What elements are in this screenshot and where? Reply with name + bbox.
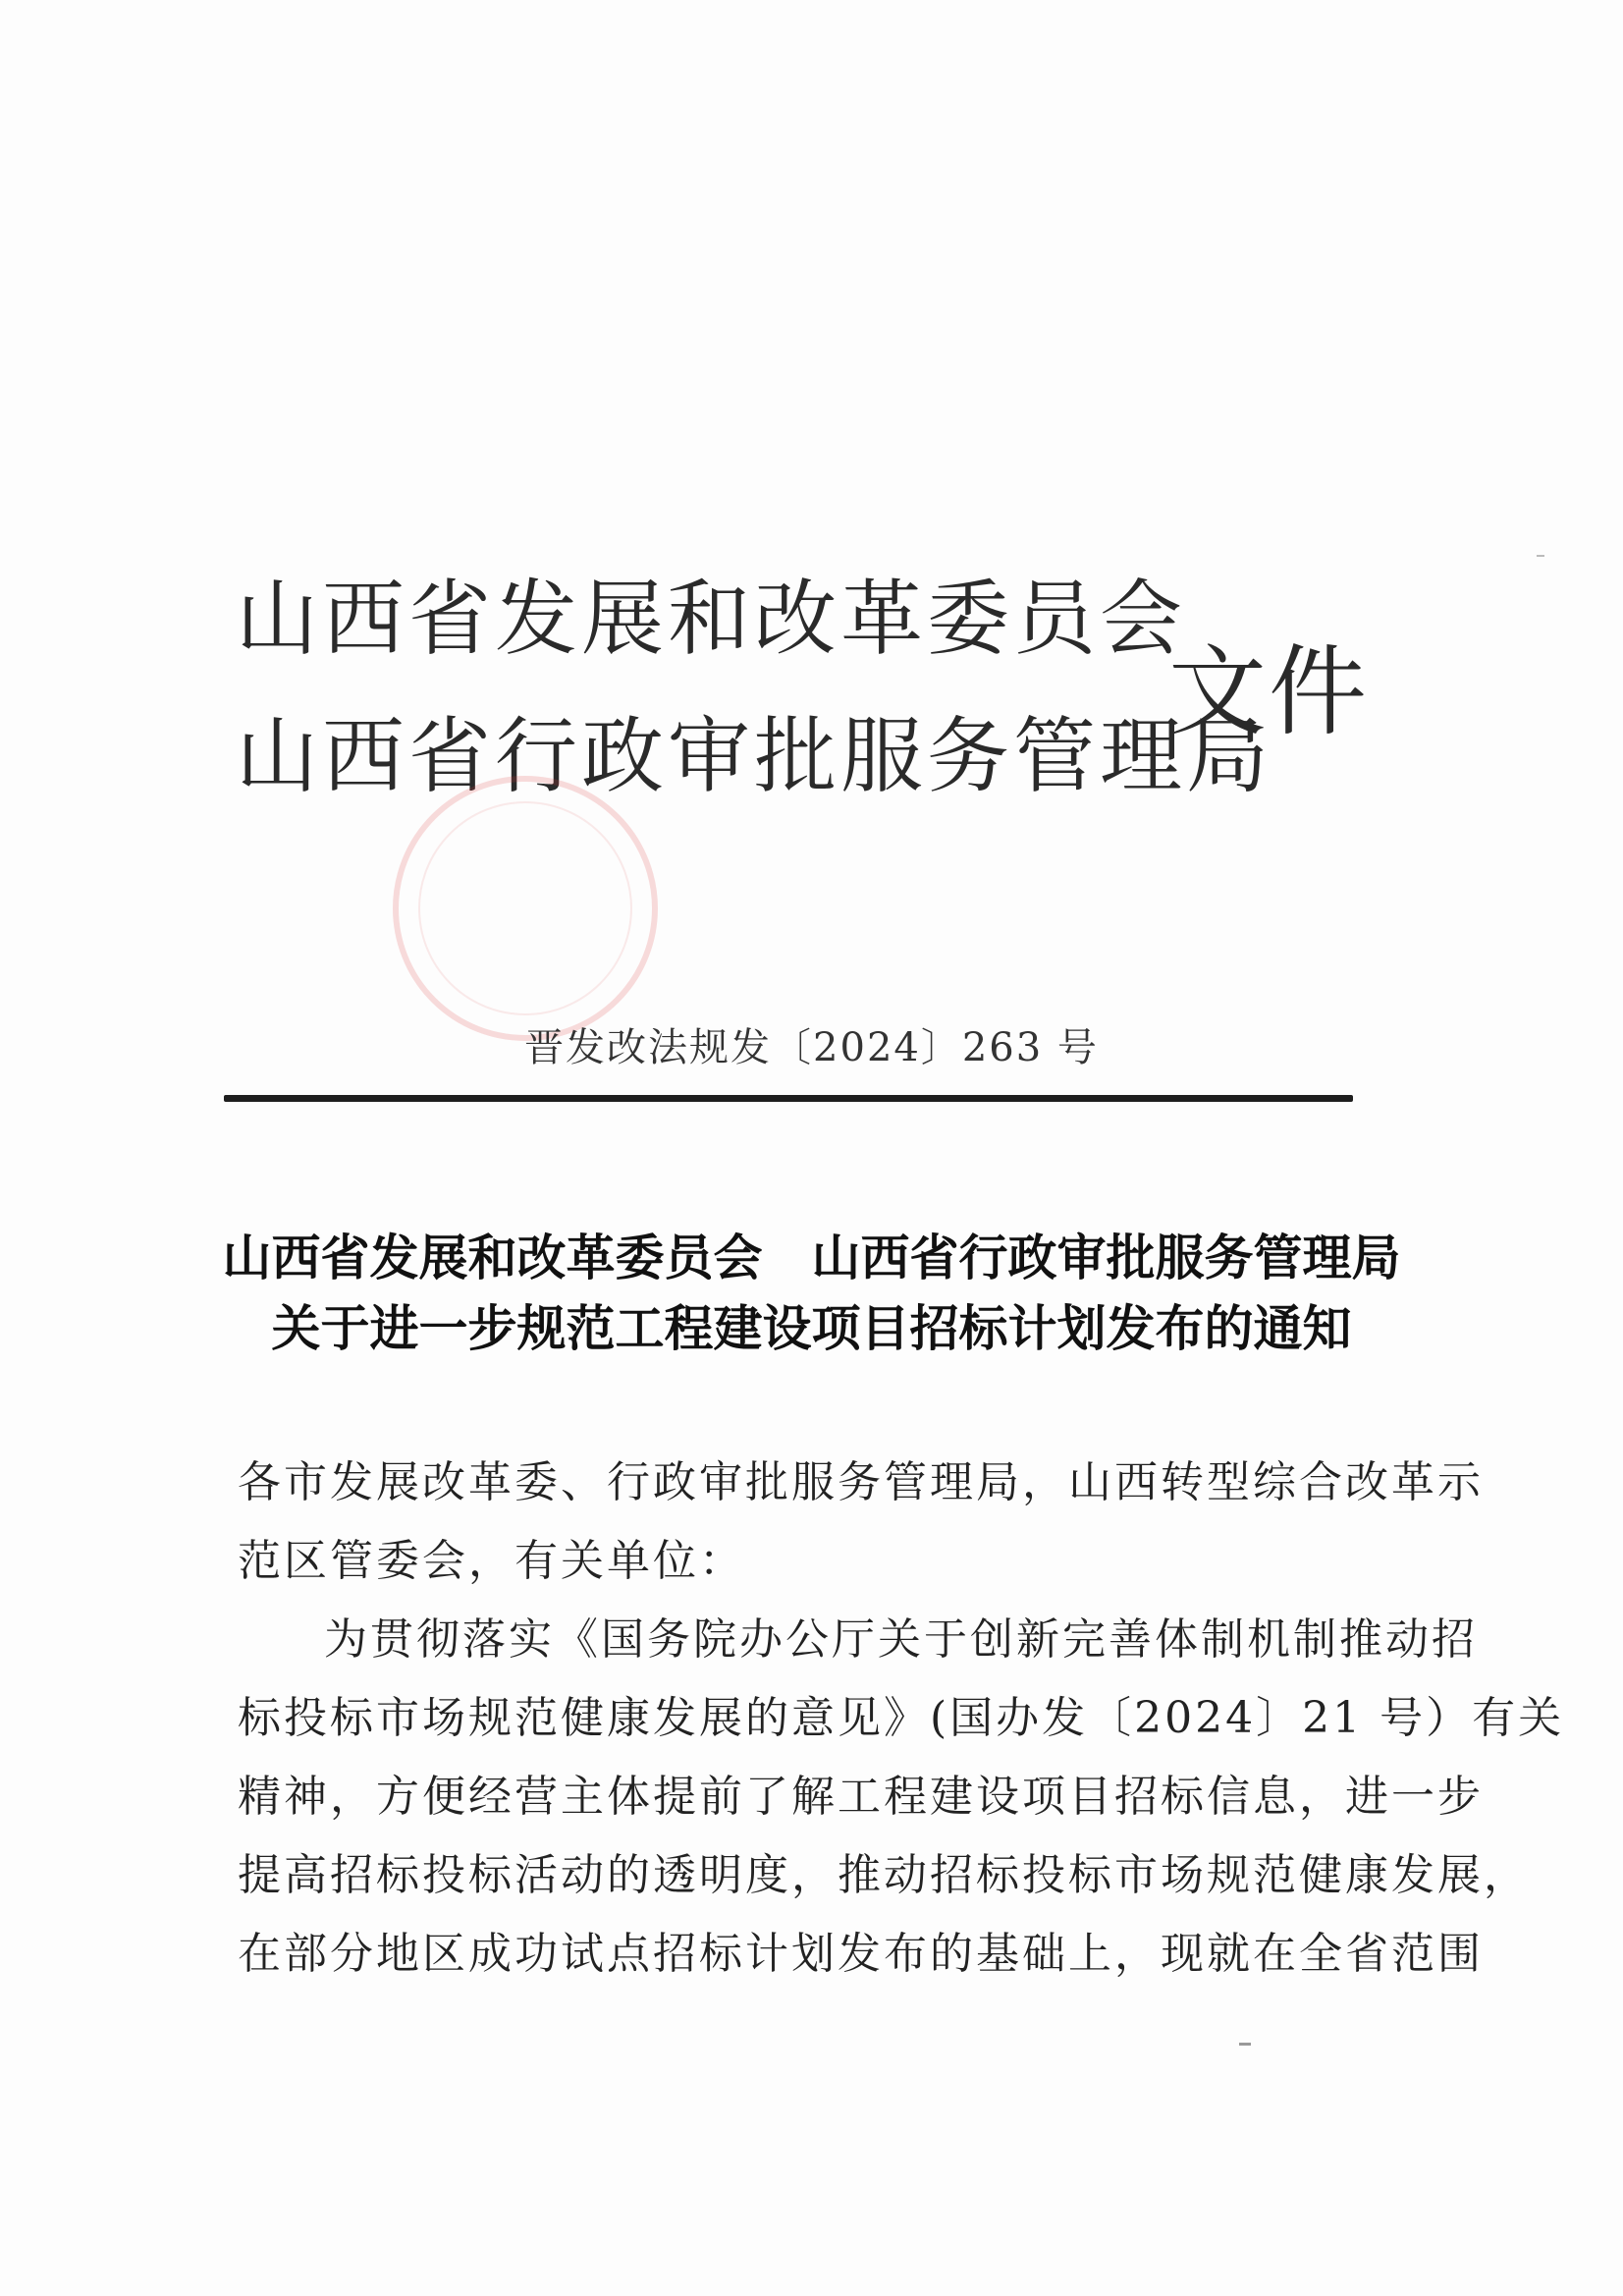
body-line: 在部分地区成功试点招标计划发布的基础上，现就在全省范围 bbox=[238, 1929, 1484, 1979]
document-label: 文件 bbox=[1168, 634, 1369, 749]
red-header bbox=[236, 560, 1375, 835]
header-divider bbox=[224, 1095, 1353, 1102]
addressee-line-2: 范区管委会，有关单位： bbox=[238, 1536, 745, 1586]
document-body bbox=[238, 1444, 1565, 1994]
title-line-1: 山西省发展和改革委员会 山西省行政审批服务管理局 bbox=[222, 1229, 1401, 1286]
issuer-name-2: 山西省行政审批服务管理局 bbox=[236, 708, 1273, 804]
document-number: 晋发改法规发〔2024〕263 号 bbox=[524, 1025, 1099, 1070]
official-seal-icon bbox=[393, 776, 658, 1041]
body-line: 为贯彻落实《国务院办公厅关于创新完善体制机制推动招 bbox=[324, 1614, 1478, 1665]
body-line: 标投标市场规范健康发展的意见》(国办发〔2024〕21 号）有关 bbox=[238, 1693, 1565, 1743]
scan-artifact bbox=[1239, 2043, 1251, 2046]
issuer-name-1: 山西省发展和改革委员会 bbox=[236, 571, 1187, 667]
scan-artifact bbox=[1537, 555, 1544, 557]
body-line: 精神，方便经营主体提前了解工程建设项目招标信息，进一步 bbox=[238, 1772, 1484, 1822]
document-title bbox=[196, 1223, 1427, 1364]
body-line: 提高招标投标活动的透明度，推动招标投标市场规范健康发展， bbox=[238, 1850, 1530, 1900]
title-line-2: 关于进一步规范工程建设项目招标计划发布的通知 bbox=[271, 1299, 1352, 1357]
addressee-line-1: 各市发展改革委、行政审批服务管理局，山西转型综合改革示 bbox=[238, 1457, 1484, 1507]
